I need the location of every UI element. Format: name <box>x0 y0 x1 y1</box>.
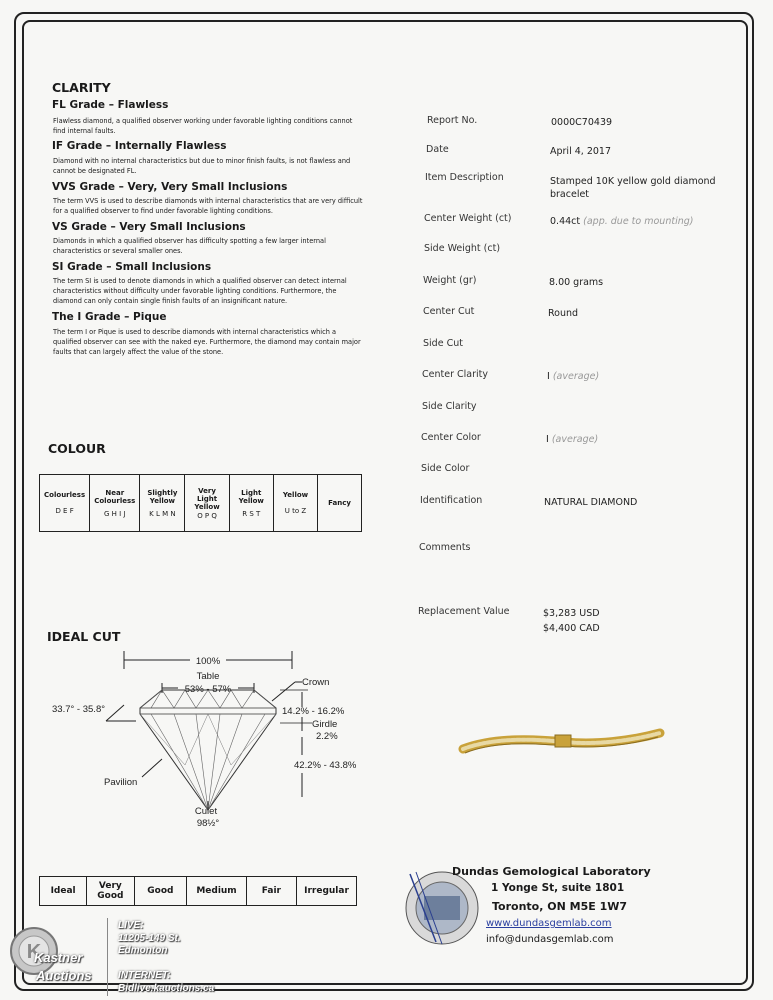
colour-col-colourless: Colourless D E F <box>40 475 90 532</box>
lab-address1: 1 Yonge St, suite 1801 <box>491 882 625 894</box>
svg-text:K: K <box>26 941 42 963</box>
clarity-vs-text: Diamonds in which a qualified observer has difficulty spotting a few larger internal characteristics or several smaller ones. <box>53 237 326 255</box>
watermark-live-address2: Edmonton <box>118 945 168 956</box>
cut-scale-table <box>39 876 357 906</box>
weight-gr-label: Weight (gr) <box>423 275 477 286</box>
watermark-internet-label: INTERNET: <box>118 970 171 981</box>
clarity-vs-heading: VS Grade – Very Small Inclusions <box>52 221 246 233</box>
lab-website-link[interactable]: www.dundasgemlab.com <box>486 918 612 929</box>
clarity-vvs-heading: VVS Grade – Very, Very Small Inclusions <box>52 181 288 193</box>
center-clarity-note: (average) <box>552 371 600 382</box>
report-no-label: Report No. <box>427 115 478 126</box>
center-weight-value: 0.44ct (app. due to mounting) <box>550 216 694 227</box>
clarity-if-heading: IF Grade – Internally Flawless <box>52 140 227 152</box>
replacement-value-cad: $4,400 CAD <box>543 623 600 634</box>
center-color-note: (average) <box>551 434 599 445</box>
clarity-i-text: The term I or Pique is used to describe diamonds with internal characteristics which a qualified observer can see with the naked eye. Furthermore, the diamond may contain major faults that can largely affect the value of the stone. <box>53 328 361 356</box>
culet-value: 98½° <box>196 818 220 829</box>
report-no-value: 0000C70439 <box>551 117 613 128</box>
colour-col-yellow: Yellow U to Z <box>273 475 317 532</box>
center-cut-value: Round <box>548 308 579 319</box>
center-clarity-label: Center Clarity <box>422 369 488 380</box>
crown-label: Crown <box>302 677 330 688</box>
pavilion-label: Pavilion <box>104 777 138 788</box>
cut-medium: Medium <box>187 877 247 906</box>
cut-irregular: Irregular <box>297 877 357 906</box>
identification-value: NATURAL DIAMOND <box>544 497 638 508</box>
center-weight-note: (app. due to mounting) <box>583 216 694 227</box>
clarity-title: CLARITY <box>52 80 111 95</box>
lab-email[interactable]: info@dundasgemlab.com <box>486 934 614 945</box>
colour-scale-table <box>39 474 362 532</box>
pavilion-depth: 42.2% - 43.8% <box>294 760 357 771</box>
clarity-vvs-text: The term VVS is used to describe diamonds with internal characteristics that are very difficult for a qualified observer to find under favorable lighting conditions. <box>53 197 363 215</box>
crown-height: 14.2% - 16.2% <box>282 706 345 717</box>
identification-label: Identification <box>420 495 483 506</box>
item-description-value: Stamped 10K yellow gold diamond bracelet <box>550 176 716 200</box>
center-color-value: I (average) <box>546 434 599 445</box>
side-clarity-label: Side Clarity <box>422 401 477 412</box>
side-weight-label: Side Weight (ct) <box>424 243 501 254</box>
center-cut-label: Center Cut <box>423 306 475 317</box>
watermark-brand1: Kastner <box>34 950 83 965</box>
side-color-label: Side Color <box>421 463 470 474</box>
watermark-live-label: LIVE: <box>118 920 144 931</box>
side-cut-label: Side Cut <box>423 338 463 349</box>
date-value: April 4, 2017 <box>550 146 611 157</box>
watermark-live-address1: 11205-149 St. <box>118 933 181 944</box>
weight-gr-value: 8.00 grams <box>549 277 604 288</box>
girdle-label: Girdle <box>312 719 338 730</box>
clarity-si-heading: SI Grade – Small Inclusions <box>52 261 212 273</box>
ideal-cut-diagram <box>40 645 370 835</box>
ideal-cut-title: IDEAL CUT <box>47 629 121 644</box>
center-weight-label: Center Weight (ct) <box>424 213 512 224</box>
cut-fair: Fair <box>246 877 296 906</box>
comments-label: Comments <box>419 542 471 553</box>
width-label: 100% <box>195 656 221 667</box>
clarity-i-heading: The I Grade – Pique <box>52 311 167 323</box>
cut-ideal: Ideal <box>40 877 87 906</box>
colour-col-near-colourless: Near Colourless G H I J <box>90 475 140 532</box>
clarity-si-text: The term SI is used to denote diamonds in which a qualified observer can detect internal characteristics without difficulty under favorable lighting conditions. Furthermore, the diamond can only contain single finish faults of an insignificant nature. <box>53 277 347 305</box>
center-clarity-value: I (average) <box>547 371 600 382</box>
cut-good: Good <box>134 877 187 906</box>
colour-col-very-light-yellow: Very Light Yellow O P Q <box>185 475 229 532</box>
lab-address2: Toronto, ON M5E 1W7 <box>492 900 628 913</box>
clarity-if-text: Diamond with no internal characteristics but due to minor finish faults, is not flawless and cannot be designated FL. <box>53 157 351 175</box>
culet-label: Culet <box>194 806 218 817</box>
colour-col-fancy: Fancy <box>318 475 362 532</box>
center-color-label: Center Color <box>421 432 481 443</box>
item-description-label: Item Description <box>425 172 504 183</box>
colour-col-light-yellow: Light Yellow R S T <box>229 475 273 532</box>
replacement-value-label: Replacement Value <box>418 606 510 617</box>
colour-title: COLOUR <box>48 441 106 456</box>
watermark-brand2: Auctions <box>36 968 92 983</box>
girdle-value: 2.2% <box>316 731 338 742</box>
crown-angle: 33.7° - 35.8° <box>52 704 106 715</box>
clarity-fl-text: Flawless diamond, a qualified observer working under favorable lighting conditions cannot find internal faults. <box>53 117 353 135</box>
cut-very-good: Very Good <box>87 877 134 906</box>
watermark-divider <box>107 918 108 996</box>
replacement-value-usd: $3,283 USD <box>543 608 600 619</box>
colour-col-slightly-yellow: Slightly Yellow K L M N <box>140 475 185 532</box>
watermark-internet-url[interactable]: Bidlive.kauctions.ca <box>118 983 215 994</box>
clarity-fl-heading: FL Grade – Flawless <box>52 99 169 111</box>
date-label: Date <box>426 144 449 155</box>
table-label: Table <box>196 671 220 682</box>
lab-name: Dundas Gemological Laboratory <box>452 865 651 878</box>
table-range: 53% - 57% <box>184 684 232 695</box>
bracelet-image <box>455 715 670 775</box>
